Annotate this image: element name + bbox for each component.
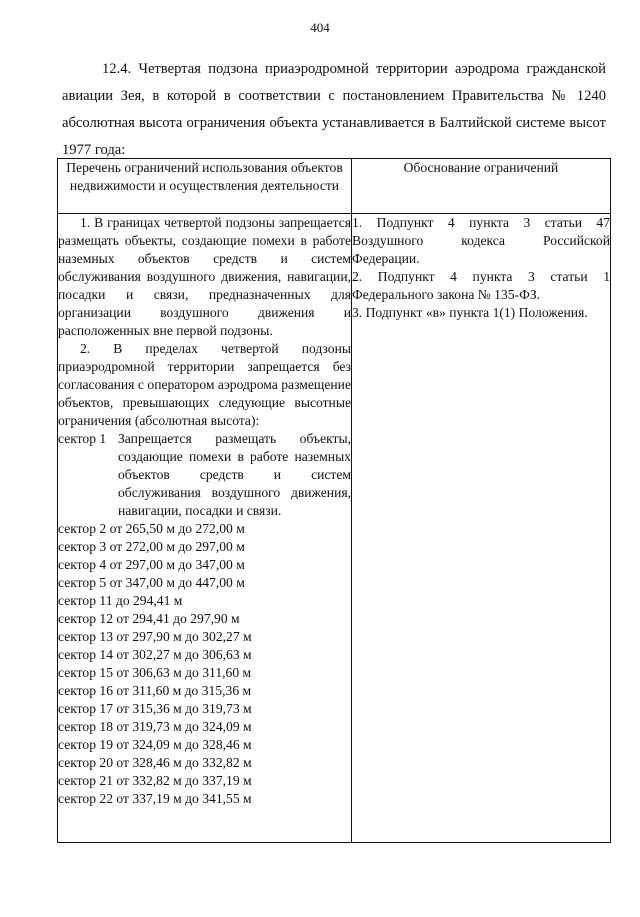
table-header-row xyxy=(58,159,611,214)
sector-line: сектор 3 от 272,00 м до 297,00 м xyxy=(58,539,245,554)
basis-cell xyxy=(352,214,611,843)
sector-line: сектор 21 от 332,82 м до 337,19 м xyxy=(58,773,252,788)
sector-1-label: сектор 1 xyxy=(58,431,107,446)
basis-item-1: 1. Подпункт 4 пункта 3 статьи 47 Воздушного кодекса Российской Федерации. xyxy=(352,215,610,266)
intro-paragraph: 12.4. Четвертая подзона приаэродромной территории аэродрома гражданской авиации Зея, в которой в соответствии с постановлением Правительства № 1240 абсолютная высота ограничения объекта устанавливается в Балтийской системе высот 1977 года: xyxy=(62,61,606,158)
sector-1-text: Запрещается размещать объекты, создающие помехи в работе наземных объектов средств и систем обслуживания воздушного движения, навигации, посадки и связи. xyxy=(118,431,351,518)
header-basis: Обоснование ограничений xyxy=(352,159,611,214)
basis-item-3: 3. Подпункт «в» пункта 1(1) Положения. xyxy=(352,305,588,320)
sector-1-entry xyxy=(58,430,351,520)
sector-line: сектор 17 от 315,36 м до 319,73 м xyxy=(58,701,252,716)
sector-line: сектор 13 от 297,90 м до 302,27 м xyxy=(58,629,252,644)
sector-line: сектор 2 от 265,50 м до 272,00 м xyxy=(58,521,245,536)
sector-line: сектор 16 от 311,60 м до 315,36 м xyxy=(58,683,252,698)
restrictions-cell xyxy=(58,214,352,843)
sector-line: сектор 4 от 297,00 м до 347,00 м xyxy=(58,557,245,572)
restriction-paragraph-1: 1. В границах четвертой подзоны запрещается размещать объекты, создающие помехи в работе наземных объектов средств и систем обслуживания воздушного движения, навигации, посадки и связи, предназначенных для организации воздушного движения и расположенных вне первой подзоны. xyxy=(58,215,351,338)
sector-line: сектор 11 до 294,41 м xyxy=(58,593,183,608)
header-restrictions-list: Перечень ограничений использования объектов недвижимости и осуществления деятельности xyxy=(58,159,352,214)
sector-list xyxy=(58,520,351,808)
sector-line: сектор 12 от 294,41 до 297,90 м xyxy=(58,611,240,626)
table-row xyxy=(58,214,611,843)
restriction-paragraph-2: 2. В пределах четвертой подзоны приаэродромной территории запрещается без согласования с оператором аэродрома размещение объектов, превышающих следующие высотные ограничения (абсолютная высота): xyxy=(58,341,351,428)
sector-line: сектор 22 от 337,19 м до 341,55 м xyxy=(58,791,252,806)
sector-line: сектор 5 от 347,00 м до 447,00 м xyxy=(58,575,245,590)
basis-item-2: 2. Подпункт 4 пункта 3 статьи 1 Федерального закона № 135-ФЗ. xyxy=(352,269,610,302)
restrictions-table xyxy=(57,158,611,843)
sector-line: сектор 15 от 306,63 м до 311,60 м xyxy=(58,665,252,680)
page-number: 404 xyxy=(310,20,330,35)
section-intro xyxy=(62,56,606,164)
sector-line: сектор 20 от 328,46 м до 332,82 м xyxy=(58,755,252,770)
sector-line: сектор 19 от 324,09 м до 328,46 м xyxy=(58,737,252,752)
sector-line: сектор 18 от 319,73 м до 324,09 м xyxy=(58,719,252,734)
sector-line: сектор 14 от 302,27 м до 306,63 м xyxy=(58,647,252,662)
